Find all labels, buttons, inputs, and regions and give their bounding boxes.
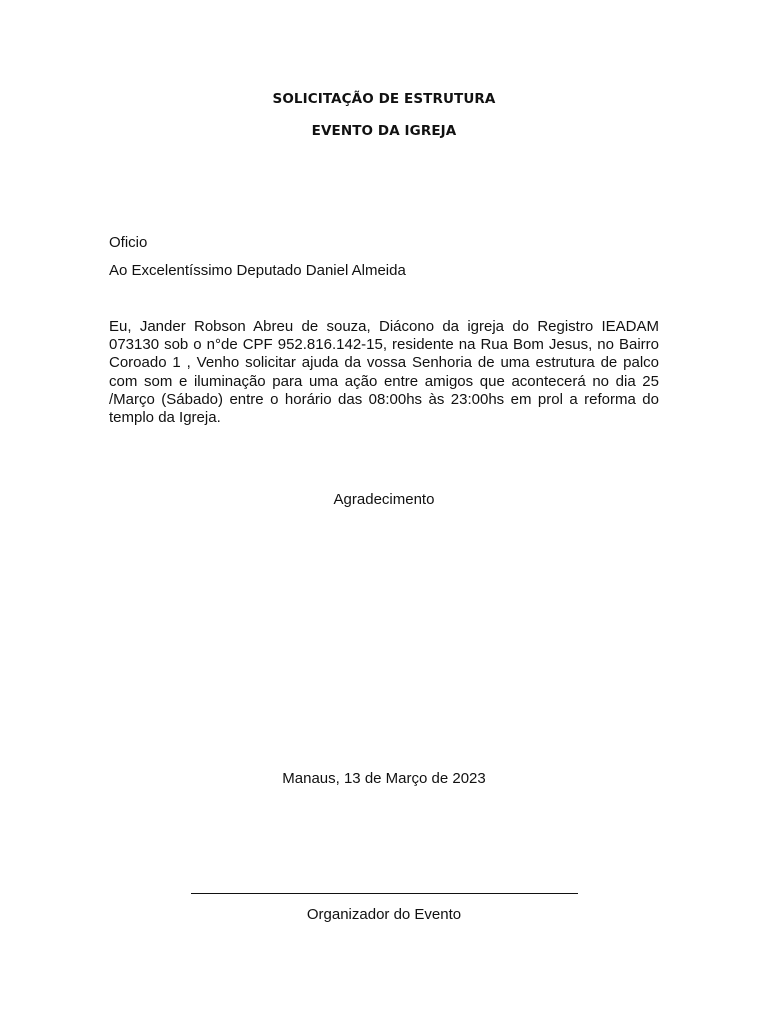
- body-line: Eu, Jander Robson Abreu de souza, Diácono da igreja do Registro IEADAM: [109, 318, 659, 335]
- place-date-line: Manaus, 13 de Março de 2023: [282, 770, 486, 787]
- body-line: 073130 sob o n°de CPF 952.816.142-15, residente na Rua Bom Jesus, no Bairro: [109, 336, 659, 354]
- signature-role: Organizador do Evento: [306, 906, 462, 923]
- body-line: com som e iluminação para uma ação entre amigos que acontecerá no dia 25: [109, 372, 659, 390]
- closing-text: Agradecimento: [333, 491, 435, 508]
- body-line: Coroado 1 , Venho solicitar ajuda da vossa Senhoria de uma estrutura de palco: [109, 354, 659, 372]
- signature-line: [191, 893, 578, 894]
- document-subtitle: EVENTO DA IGREJA: [311, 123, 457, 139]
- body-line: templo da Igreja.: [109, 409, 221, 427]
- document-title: SOLICITAÇÃO DE ESTRUTURA: [272, 91, 496, 107]
- document-type-label: Oficio: [109, 234, 148, 251]
- addressee-line: Ao Excelentíssimo Deputado Daniel Almeida: [109, 262, 406, 279]
- letter-body: [109, 318, 659, 427]
- body-line: /Março (Sábado) entre o horário das 08:00hs às 23:00hs em prol a reforma do: [109, 390, 659, 408]
